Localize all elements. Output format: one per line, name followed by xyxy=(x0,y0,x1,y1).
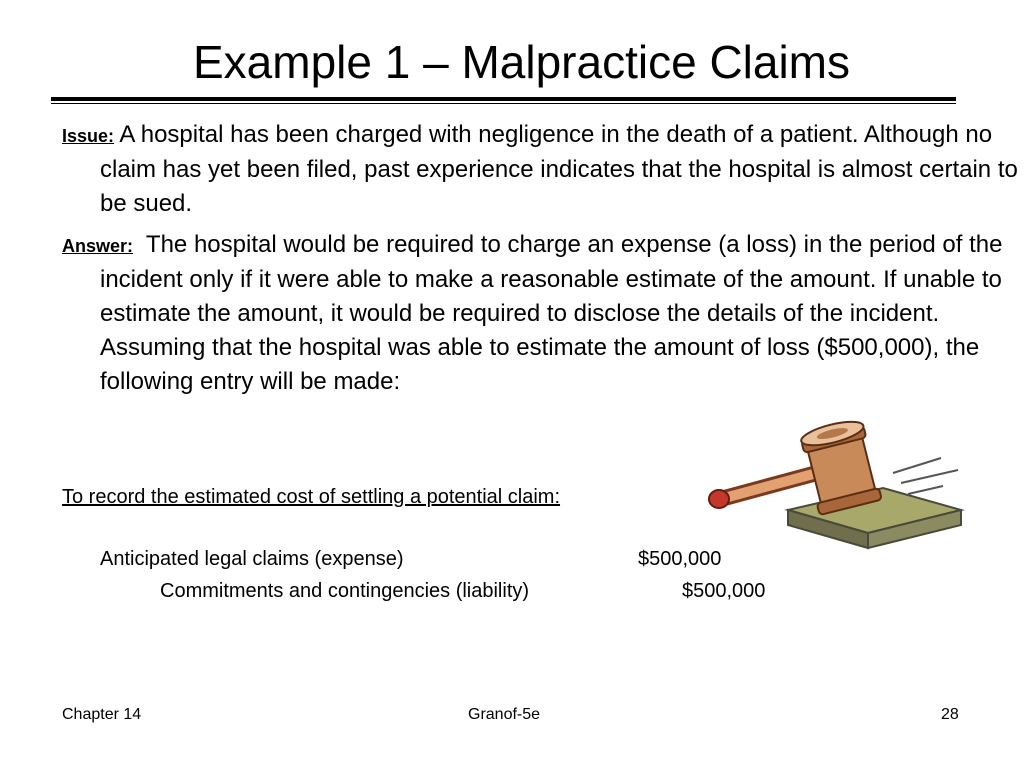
answer-paragraph xyxy=(62,228,1020,399)
gavel-icon xyxy=(703,418,973,558)
answer-label: Answer: xyxy=(62,236,134,256)
footer-page-number: 28 xyxy=(941,706,959,723)
slide-title: Example 1 – Malpractice Claims xyxy=(193,36,851,88)
issue-paragraph xyxy=(62,118,1020,221)
title-divider xyxy=(51,97,956,101)
entry-caption: To record the estimated cost of settling a potential claim: xyxy=(62,486,561,508)
debit-amount: $500,000 xyxy=(638,548,722,570)
issue-text: A hospital has been charged with negligence in the death of a patient. Although no claim has yet been filed, past experience indicates that the hospital is almost certain to be sued. xyxy=(100,121,1018,217)
footer-source: Granof-5e xyxy=(468,706,541,723)
credit-account: Commitments and contingencies (liability) xyxy=(160,580,530,602)
answer-text: The hospital would be required to charge an expense (a loss) in the period of the incident only if it were able to make a reasonable estimate of the amount. If unable to estimate the amount, it would be required to disclose the details of the incident. Assuming that the hospital was able to estimate the amount of loss ($500,000), the following entry will be made: xyxy=(100,231,1003,395)
title-divider-thin xyxy=(51,103,956,104)
issue-label: Issue: xyxy=(62,126,115,146)
footer-chapter: Chapter 14 xyxy=(62,706,142,723)
credit-amount: $500,000 xyxy=(682,580,766,602)
debit-account: Anticipated legal claims (expense) xyxy=(100,548,404,570)
